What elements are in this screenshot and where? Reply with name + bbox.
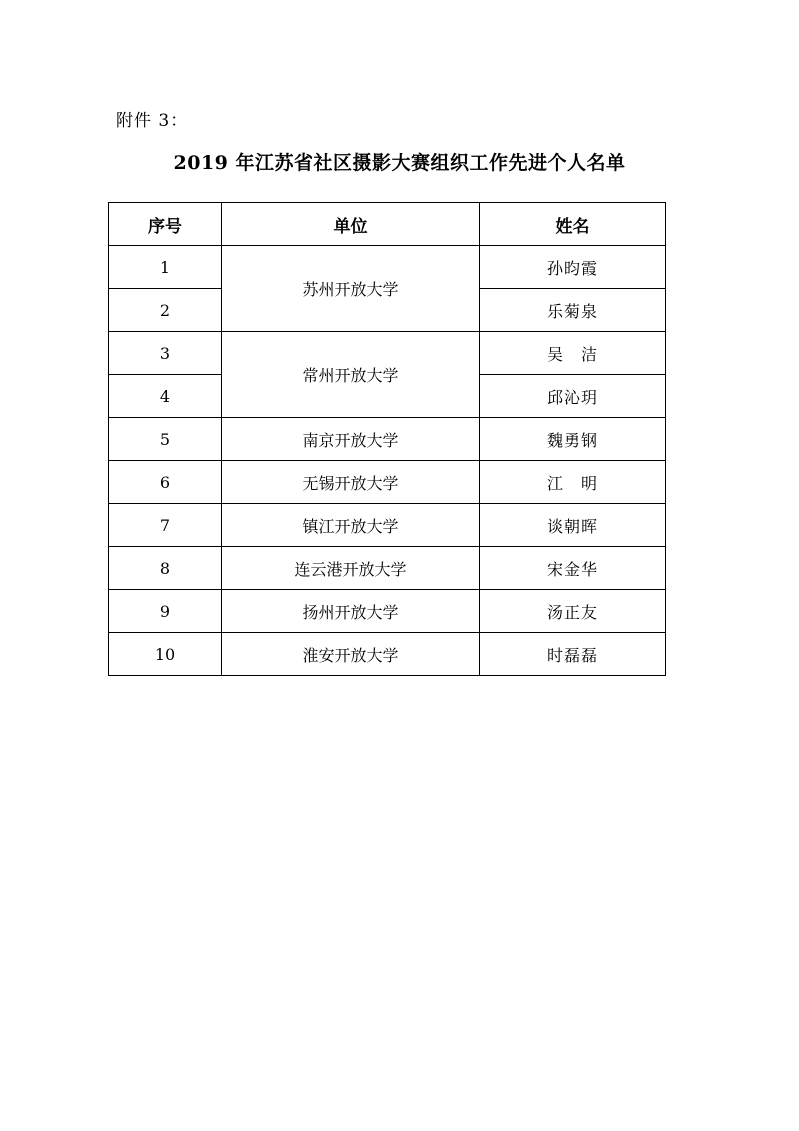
row-no: 10 (109, 633, 222, 676)
header-unit: 单位 (222, 203, 480, 246)
header-name: 姓名 (480, 203, 666, 246)
row-no: 1 (109, 246, 222, 289)
row-name: 魏勇钢 (480, 418, 666, 461)
row-name: 汤正友 (480, 590, 666, 633)
row-no: 7 (109, 504, 222, 547)
table-row (109, 461, 666, 504)
table-header-row (109, 203, 666, 246)
row-name: 乐菊泉 (480, 289, 666, 332)
table-row (109, 547, 666, 590)
roster-table (108, 202, 666, 676)
row-no: 3 (109, 332, 222, 375)
page-title: 2019 年江苏省社区摄影大赛组织工作先进个人名单 (173, 152, 626, 174)
table-row (109, 418, 666, 461)
row-no: 6 (109, 461, 222, 504)
row-no: 8 (109, 547, 222, 590)
table-row (109, 590, 666, 633)
table-row (109, 504, 666, 547)
row-no: 4 (109, 375, 222, 418)
row-no: 2 (109, 289, 222, 332)
row-name: 邱沁玥 (480, 375, 666, 418)
attachment-label: 附件 3： (116, 111, 189, 131)
table-row (109, 246, 666, 289)
row-unit: 镇江开放大学 (222, 504, 480, 547)
row-name: 吴 洁 (480, 332, 666, 375)
row-name: 谈朝晖 (480, 504, 666, 547)
row-unit: 扬州开放大学 (222, 590, 480, 633)
table-row (109, 633, 666, 676)
row-name: 宋金华 (480, 547, 666, 590)
row-unit: 淮安开放大学 (222, 633, 480, 676)
row-no: 9 (109, 590, 222, 633)
row-unit: 连云港开放大学 (222, 547, 480, 590)
header-no: 序号 (109, 203, 222, 246)
row-name: 时磊磊 (480, 633, 666, 676)
row-name: 孙昀霞 (480, 246, 666, 289)
row-unit: 无锡开放大学 (222, 461, 480, 504)
table-row (109, 332, 666, 375)
row-no: 5 (109, 418, 222, 461)
row-unit: 南京开放大学 (222, 418, 480, 461)
row-name: 江 明 (480, 461, 666, 504)
row-unit: 苏州开放大学 (222, 246, 480, 332)
row-unit: 常州开放大学 (222, 332, 480, 418)
